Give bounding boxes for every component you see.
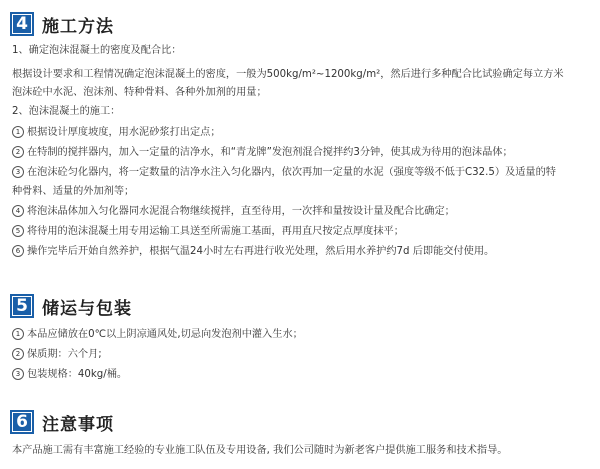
- list-item: [12, 368, 592, 382]
- step-number: 3: [12, 166, 24, 178]
- section-4-heading: [10, 10, 114, 38]
- section-number-badge: 5: [10, 294, 34, 318]
- step-item-continued: [12, 185, 592, 199]
- step-item: [12, 245, 592, 259]
- paragraph-line: 泡沫砼中水泥、泡沫剂、特种骨料、各种外加剂的用量；: [12, 87, 267, 98]
- subheading-1: 1、确定泡沫混凝土的密度及配合比：: [12, 45, 182, 56]
- step-text: 种骨料、适量的外加剂等；: [12, 186, 135, 197]
- section-title: 施工方法: [42, 16, 114, 37]
- step-text: 操作完毕后开始自然养护，根据气温24小时左右再进行收光处理，然后用水养护约7d 后即能交付使用。: [27, 246, 495, 257]
- step-number: 6: [12, 245, 24, 257]
- step-number: 1: [12, 126, 24, 138]
- item-number: 2: [12, 348, 24, 360]
- step-item: [12, 225, 592, 239]
- item-text: 保质期：六个月;: [27, 349, 102, 360]
- subheading-2: 2、泡沫混凝土的施工：: [12, 106, 121, 117]
- list-item: [12, 348, 592, 362]
- notice-text: 本产品施工需有丰富施工经验的专业施工队伍及专用设备, 我们公司随时为新老客户提供施工服务和技术指导。: [12, 445, 508, 456]
- item-text: 包装规格：40kg/桶。: [27, 369, 128, 380]
- step-item: [12, 146, 592, 160]
- step-item: [12, 166, 592, 180]
- paragraph-line: 根据设计要求和工程情况确定泡沫混凝土的密度，一般为500kg/m²~1200kg/m²，然后进行多种配合比试验确定每立方米: [12, 69, 564, 80]
- item-number: 3: [12, 368, 24, 380]
- step-number: 5: [12, 225, 24, 237]
- section-title: 注意事项: [42, 414, 114, 435]
- step-text: 在泡沫砼匀化器内，将一定数量的洁净水注入匀化器内，依次再加一定量的水泥（强度等级不低于C32.5）及适量的特: [27, 167, 556, 178]
- item-text: 本品应储放在0℃以上阴凉通风处,切忌向发泡剂中灌入生水；: [27, 329, 303, 340]
- item-number: 1: [12, 328, 24, 340]
- step-item: [12, 126, 592, 140]
- step-number: 4: [12, 205, 24, 217]
- step-item: [12, 205, 592, 219]
- step-text: 根据设计厚度坡度，用水泥砂浆打出定点；: [27, 127, 221, 138]
- list-item: [12, 328, 592, 342]
- section-number-badge: 6: [10, 410, 34, 434]
- step-text: 将待用的泡沫混凝土用专用运输工具送至所需施工基面，再用直尺按定点厚度抹平；: [27, 226, 404, 237]
- section-6-heading: [10, 408, 114, 436]
- step-text: 将泡沫晶体加入匀化器同水泥混合物继续搅拌，直至待用，一次拌和量按设计量及配合比确定；: [27, 206, 455, 217]
- section-5-heading: [10, 292, 132, 320]
- step-number: 2: [12, 146, 24, 158]
- step-text: 在特制的搅拌器内，加入一定量的洁净水，和“青龙牌”发泡剂混合搅拌约3分钟，使其成为待用的泡沫晶体；: [27, 147, 513, 158]
- section-number-badge: 4: [10, 12, 34, 36]
- section-title: 储运与包装: [42, 298, 132, 319]
